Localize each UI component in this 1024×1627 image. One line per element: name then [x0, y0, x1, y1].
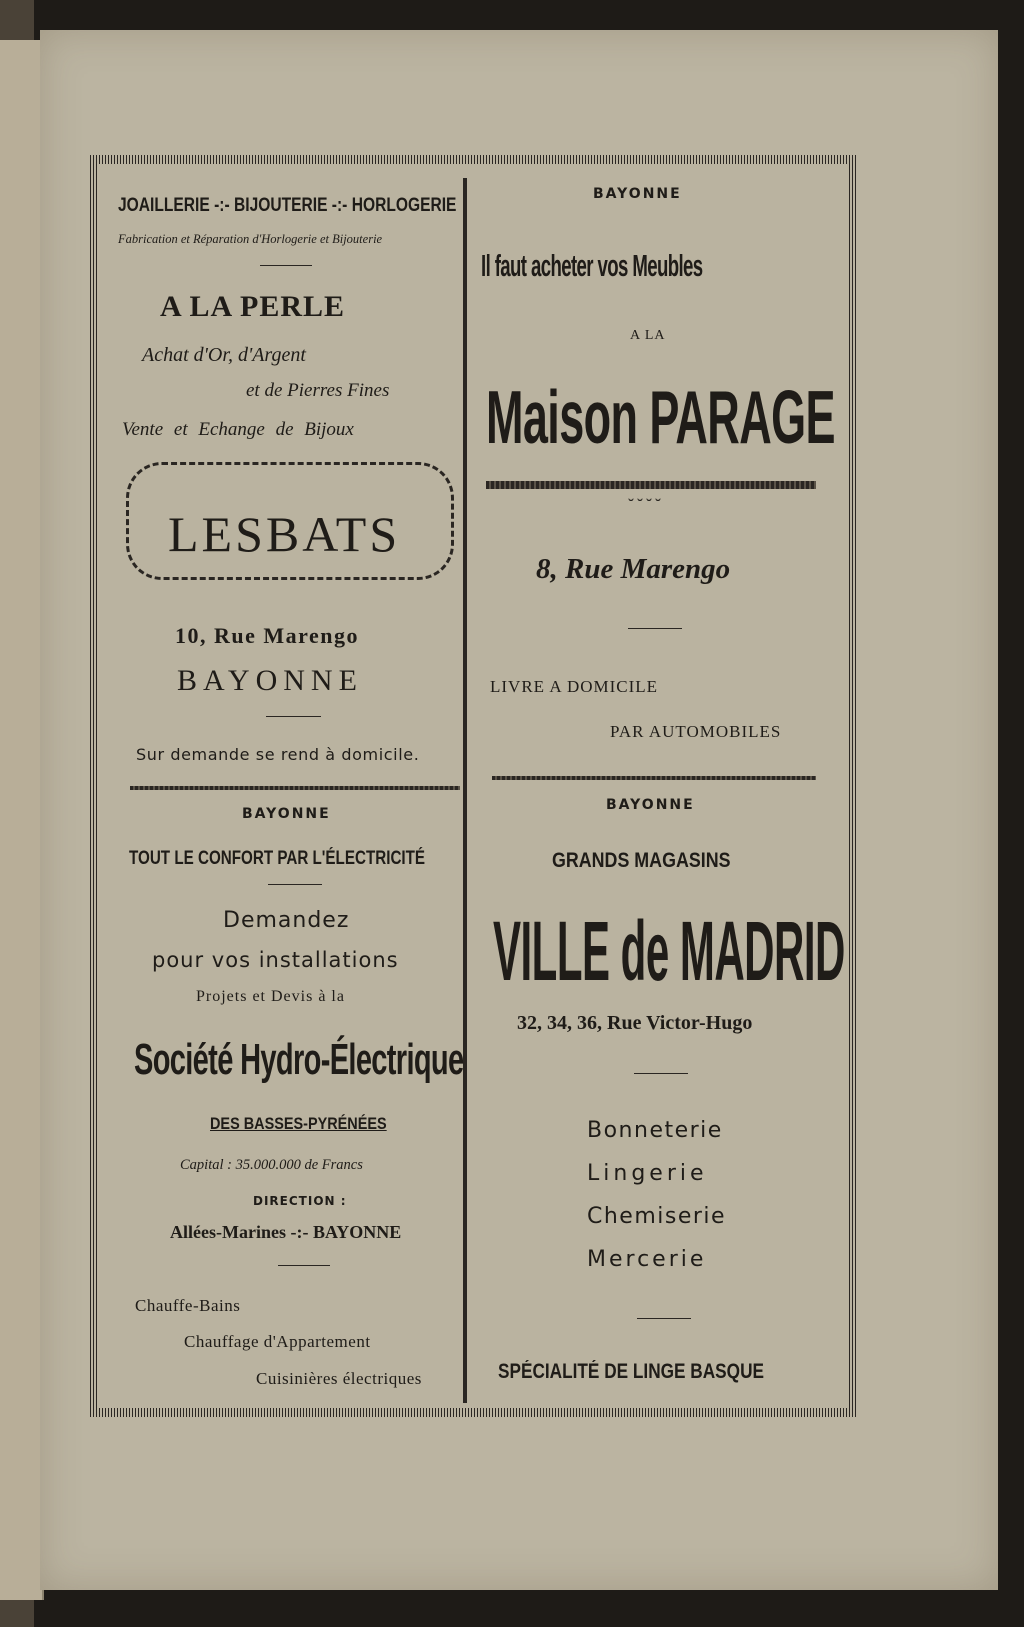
section-divider — [492, 776, 816, 780]
furniture-city: BAYONNE — [593, 186, 682, 202]
electric-item2: Chauffage d'Appartement — [184, 1332, 371, 1351]
section-divider — [486, 481, 816, 489]
furniture-store-name: Maison PARAGE — [486, 375, 835, 459]
jewelry-header: JOAILLERIE -:- BIJOUTERIE -:- HORLOGERIE — [118, 195, 457, 216]
separator-rule — [260, 265, 312, 266]
store-type: GRANDS MAGASINS — [552, 849, 731, 872]
store-item: Mercerie — [587, 1247, 707, 1272]
separator-rule — [637, 1318, 691, 1319]
ornament: ˘˘˘˘ — [628, 495, 664, 515]
furniture-headline: Il faut acheter vos Meubles — [481, 248, 703, 283]
furniture-prep: A LA — [630, 328, 666, 343]
delivery-line2: PAR AUTOMOBILES — [610, 722, 782, 741]
section-divider — [130, 786, 460, 790]
separator-rule — [268, 884, 322, 885]
jewelry-title: A LA PERLE — [160, 290, 346, 323]
store-item: Lingerie — [587, 1161, 708, 1186]
electric-line1: Demandez — [223, 908, 350, 933]
electric-item3: Cuisinières électriques — [256, 1369, 422, 1388]
electric-capital: Capital : 35.000.000 de Francs — [180, 1157, 363, 1173]
separator-rule — [628, 628, 682, 629]
electric-item1: Chauffe-Bains — [135, 1296, 241, 1315]
electric-line2: pour vos installations — [152, 948, 399, 972]
jewelry-city: BAYONNE — [177, 664, 363, 697]
column-divider — [463, 178, 467, 1403]
store-item: Chemiserie — [587, 1204, 727, 1229]
jewelry-line2: et de Pierres Fines — [246, 380, 390, 401]
direction-address: Allées-Marines -:- BAYONNE — [170, 1222, 402, 1242]
facing-page-edge — [0, 40, 44, 1600]
store-item: Bonneterie — [587, 1118, 723, 1143]
electric-company: Société Hydro-Électrique — [134, 1035, 464, 1084]
jewelry-line3: Vente et Echange de Bijoux — [122, 419, 354, 440]
separator-rule — [278, 1265, 330, 1266]
jewelry-note: Sur demande se rend à domicile. — [136, 745, 420, 764]
jewelry-line1: Achat d'Or, d'Argent — [142, 344, 306, 366]
store-specialty: SPÉCIALITÉ DE LINGE BASQUE — [498, 1360, 764, 1383]
electric-tagline: TOUT LE CONFORT PAR L'ÉLECTRICITÉ — [129, 848, 426, 869]
jeweler-name: LESBATS — [168, 506, 401, 562]
electric-region: DES BASSES-PYRÉNÉES — [210, 1114, 387, 1133]
separator-rule — [266, 716, 321, 717]
delivery-line1: LIVRE A DOMICILE — [490, 677, 659, 696]
furniture-address: 8, Rue Marengo — [536, 553, 731, 585]
electric-line3: Projets et Devis à la — [196, 988, 345, 1005]
direction-label: DIRECTION : — [253, 1194, 347, 1208]
store-name: VILLE de MADRID — [493, 904, 845, 998]
store-city: BAYONNE — [606, 797, 695, 813]
jewelry-address: 10, Rue Marengo — [175, 623, 360, 648]
store-address: 32, 34, 36, Rue Victor-Hugo — [517, 1012, 753, 1034]
separator-rule — [634, 1073, 688, 1074]
electric-city: BAYONNE — [242, 806, 331, 822]
jewelry-subheader: Fabrication et Réparation d'Horlogerie et Bijouterie — [118, 232, 383, 246]
